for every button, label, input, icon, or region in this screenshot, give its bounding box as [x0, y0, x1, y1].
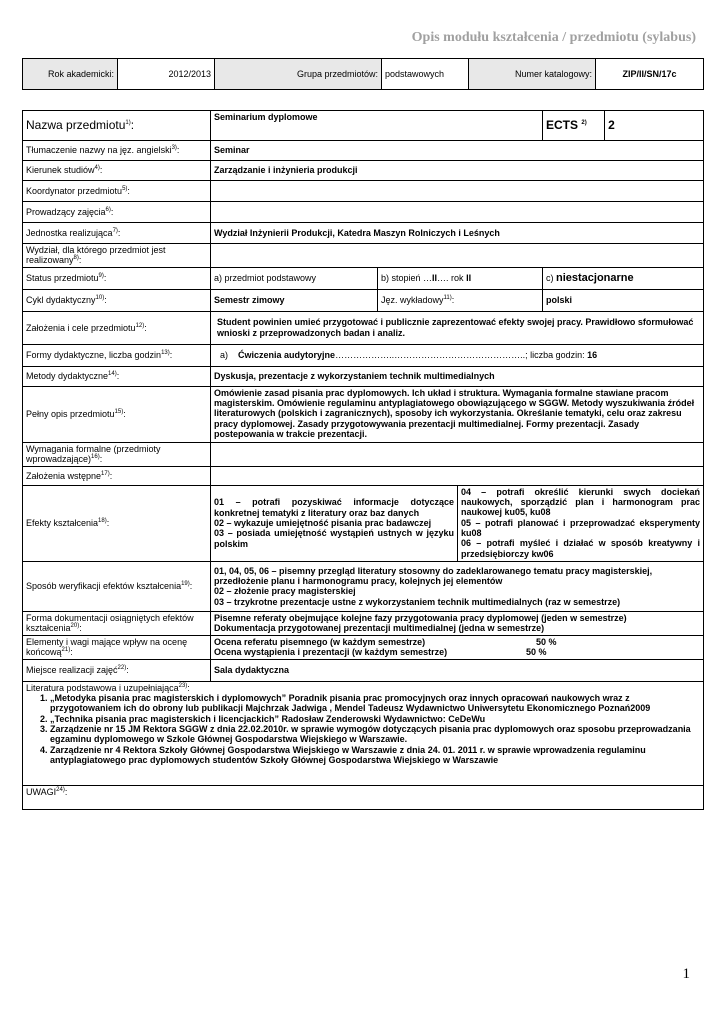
koord-value	[211, 181, 704, 202]
numer-label: Numer katalogowy:	[469, 59, 596, 90]
formy-label: Formy dydaktyczne, liczba godzin	[26, 350, 162, 361]
list-item: 4. Zarządzenie nr 4 Rektora Szkoły Głównej Gospodarstwa Wiejskiego w Warszawie z dnia 24. 01. 2011 r. w sprawie wprowadzenia regulaminu antyplagiatowego prac dyplomowych studentów Szkoły Głównej Gospodarstwa Wiejskiego w Warszawie	[50, 745, 700, 766]
status-b: b) stopień …II…. rok II	[378, 267, 543, 289]
ects-value: 2	[605, 111, 704, 141]
literature-list	[26, 693, 700, 765]
efekty-label: Efekty kształcenia	[26, 518, 99, 529]
uwagi-cell: UWAGI$^{24)}$:	[23, 785, 704, 809]
metody-value: Dyskusja, prezentacje z wykorzystaniem technik multimedialnych	[211, 366, 704, 386]
wydz-label: Wydział, dla którego przedmiot jest realizowany	[26, 245, 166, 266]
metody-label: Metody dydaktyczne	[26, 371, 109, 382]
sposob-value: 01, 04, 05, 06 – pisemny przegląd literatury stosowny do zadeklarowanego tematu pracy magisterskiej, przedłożenie planu i harmonogramu pracy, kolejnych jej elementów 02 – złożenie pracy magisterskiej 03 – trzykrotne prezentacje ustne z wykorzystaniem technik multimedialnych (raz w semestrze)	[211, 561, 704, 611]
sposob-label: Sposób weryfikacji efektów kształcenia	[26, 581, 182, 592]
zal-label: Założenia i cele przedmiotu	[26, 322, 136, 333]
efekty-left: 01 – potrafi pozyskiwać informacje dotyczące konkretnej tematyki z literatury oraz baz danych 02 – wykazuje umiejętność pisania prac badawczej 03 – posiada umiejętność wystąpień ustnych w języku polskim	[211, 485, 458, 561]
numer-value: ZIP/II/SN/17c	[596, 59, 704, 90]
wym-value	[211, 442, 704, 466]
koord-label: Koordynator przedmiotu	[26, 185, 123, 196]
miejsce-value: Sala dydaktyczna	[211, 659, 704, 681]
prow-value	[211, 202, 704, 223]
status-label: Status przedmiotu	[26, 273, 99, 284]
list-item: 1. „Metodyka pisania prac magisterskich i dyplomowych” Poradnik pisania prac promocyjnych oraz innych opracowań naukowych wraz z przygotowaniem ich do obrony lub publikacji Majchrzak Jadwiga , Mendel Tadeusz Wydawnictwo Uniwersytetu Ekonomicznego Poznań2009	[50, 693, 700, 714]
status-a: a) przedmiot podstawowy	[211, 267, 378, 289]
kier-label: Kierunek studiów	[26, 165, 95, 176]
elem-label: Elementy i wagi mające wpływ na ocenę końcową	[26, 636, 188, 658]
kier-value: Zarządzanie i inżynieria produkcji	[211, 161, 704, 181]
page-number: 1	[682, 966, 690, 982]
pelny-label: Pełny opis przedmiotu	[26, 409, 115, 420]
zal-value: Student powinien umieć przygotować i publicznie zaprezentować efekty swojej pracy. Prawidłowo sformułować wnioski z przeprowadzonych badan i analiz.	[211, 311, 704, 344]
grupa-value: podstawowych	[382, 59, 469, 90]
grupa-label: Grupa przedmiotów:	[215, 59, 382, 90]
nazwa-label: Nazwa przedmiotu	[26, 117, 126, 132]
lit-label: Literatura podstawowa i uzupełniająca	[26, 682, 179, 693]
uwagi-label: UWAGI	[26, 786, 57, 797]
list-item: 3. Zarządzenie nr 15 JM Rektora SGGW z dnia 22.02.2010r. w sprawie wymogów dotyczących pisania prac dyplomowych oraz sposobu przeprowadzania egzaminu dyplomowego w Szkole Głównej Gospodarstwa Wiejskiego w Warszawie.	[50, 724, 700, 745]
jedn-label: Jednostka realizująca	[26, 227, 113, 238]
forma-value: Pisemne referaty obejmujące kolejne fazy przygotowania pracy dyplomowej (jeden w semestrze) Dokumentacja przygotowanej prezentacji multimedialnej (jedna w semestrze)	[211, 611, 704, 635]
wydz-value	[211, 244, 704, 268]
nazwa-value: Seminarium dyplomowe	[211, 111, 543, 141]
rok-value: 2012/2013	[118, 59, 215, 90]
document-title: Opis modułu kształcenia / przedmiotu (sylabus)	[411, 30, 696, 45]
jez-label: Jęz. wykładowy	[381, 295, 444, 306]
cykl-value: Semestr zimowy	[211, 289, 378, 311]
jez-value: polski	[543, 289, 704, 311]
literatura-cell: Literatura podstawowa i uzupełniająca$^{23)}$: 1. „Metodyka pisania prac magisterskich i dyplomowych” Poradnik pisania prac promocyjnych oraz innych opracowań naukowych wraz z przygotowaniem ich do obrony lub publikacji Majchrzak Jadwiga , Mendel Tadeusz Wydawnictwo Uniwersytetu Ekonomicznego Poznań2009 2. „Technika pisania prac magisterskich i licencjackich” Radosław Zenderowski Wydawnictwo: CeDeWu 3. Zarządzenie nr 15 JM Rektora SGGW z dnia 22.02.2010r. w sprawie wymogów dotyczących pisania prac dyplomowych oraz sposobu przeprowadzania egzaminu dyplomowego w Szkole Głównej Gospodarstwa Wiejskiego w Warszawie. 4. Zarządzenie nr 4 Rektora Szkoły Głównej Gospodarstwa Wiejskiego w Warszawie z dnia 24. 01. 2011 r. w sprawie wprowadzenia regulaminu antyplagiatowego prac dyplomowych studentów Szkoły Głównej Gospodarstwa Wiejskiego w Warszawie	[23, 681, 704, 785]
tlum-value: Seminar	[211, 141, 704, 161]
efekty-right: 04 – potrafi określić kierunki swych dociekań naukowych, sporządzić plan i harmonogram prac naukowej ku05, ku08 05 – potrafi planować i przeprowadzać eksperymenty ku08 06 – potrafi myśleć i działać w sposób kreatywny i przedsiębiorczy kw06	[458, 485, 704, 561]
elem-value: Ocena referatu pisemnego (w każdym semestrze) 50 % Ocena wystąpienia i prezentacji (w każdym semestrze) 50 %	[211, 635, 704, 659]
top-info-table	[22, 58, 704, 90]
prow-label: Prowadzący zajęcia	[26, 206, 106, 217]
syllabus-table: Nazwa przedmiotu$^{1)}$: Seminarium dyplomowe ECTS $^{2)}$ 2 Tłumaczenie nazwy na jęz. angielski$^{3)}$: Seminar Kierunek studiów$^{4)}$: Zarządzanie i inżynieria produkcji Koordynator przedmiotu$^{5)}$: Prowadzący zajęcia$^{6)}$: Jednostka realizująca$^{7)}$: Wydział Inżynierii Produkcji, Katedra Maszyn Rolniczych i Leśnych Wydział, dla którego przedmiot jest realizowany$^{8)}$: Status przedmiotu$^{9)}$: a) przedmiot podstawowy b) stopień …II…. rok II c) niestacjonarne Cykl dydaktyczny$^{10)}$: Semestr zimowy Jęz. wykładowy$^{11)}$: polski Założenia i cele przedmiotu$^{12)}$: Student powinien umieć przygotować i publicznie zaprezentować efekty swojej pracy. Prawidłowo sformułować wnioski z przeprowadzonych badan i analiz. Formy dydaktyczne, liczba godzin$^{13)}$: a) Ćwiczenia audytoryjne………………..……………………………………..; liczba godzin: 16 Metody dydaktyczne$^{14)}$: Dyskusja, prezentacje z wykorzystaniem technik multimedialnych Pełny opis przedmiotu$^{15)}$: Omówienie zasad pisania prac dyplomowych. Ich układ i struktura. Wymagania formalne stawiane pracom magisterskim. Omówienie regulaminu antyplagiatowego obowiązującego w SGGW. Metody wyszukiwania źródeł literaturowych (polskich i zagranicznych), sposoby ich wykorzystania. Określanie tematyki, celu oraz zakresu pracy dyplomowej. Zasady przygotowywania prezentacji multimedialnej. Formy prezentacji. Zasady postepowania w trakcie prezentacji. Wymagania formalne (przedmioty wprowadzające)$^{16)}$: Założenia wstępne$^{17)}$: Efekty kształcenia$^{18)}$: 01 – potrafi pozyskiwać informacje dotyczące konkretnej tematyki z literatury oraz baz danych 02 – wykazuje umiejętność pisania prac badawczej 03 – posiada umiejętność wystąpień ustnych w języku polskim 04 – potrafi określić kierunki swych dociekań naukowych, sporządzić plan i harmonogram prac naukowej ku05, ku08 05 – potrafi planować i przeprowadzać eksperymenty ku08 06 – potrafi myśleć i działać w sposób kreatywny i przedsiębiorczy kw06 Sposób weryfikacji efektów kształcenia$^{19)}$: 01, 04, 05, 06 – pisemny przegląd literatury stosowny do zadeklarowanego tematu pracy magisterskiej, przedłożenie planu i harmonogramu pracy, kolejnych jej elementów 02 – złożenie pracy magisterskiej 03 – trzykrotne prezentacje ustne z wykorzystaniem technik multimedialnych (raz w semestrze) Forma dokumentacji osiągniętych efektów kształcenia$^{20)}$: Pisemne referaty obejmujące kolejne fazy przygotowania pracy dyplomowej (jeden w semestrze) Dokumentacja przygotowanej prezentacji multimedialnej (jedna w semestrze) Elementy i wagi mające wpływ na ocenę końcową$^{21)}$: Ocena referatu pisemnego (w każdym semestrze) 50 % Ocena wystąpienia i prezentacji (w każdym semestrze) 50 % Miejsce realizacji zajęć$^{22)}$: Sala dydaktyczna Literatura podstawowa i uzupełniająca$^{23)}$: 1. „Metodyka pisania prac magisterskich i dyplomowych” Poradnik pisania prac promocyjnych oraz innych opracowań naukowych wraz z przygotowaniem ich do obrony lub publikacji Majchrzak Jadwiga , Mendel Tadeusz Wydawnictwo Uniwersytetu Ekonomicznego Poznań2009 2. „Technika pisania prac magisterskich i licencjackich” Radosław Zenderowski Wydawnictwo: CeDeWu 3. Zarządzenie nr 15 JM Rektora SGGW z dnia 22.02.2010r. w sprawie wymogów dotyczących pisania prac dyplomowych oraz sposobu przeprowadzania egzaminu dyplomowego w Szkole Głównej Gospodarstwa Wiejskiego w Warszawie. 4. Zarządzenie nr 4 Rektora Szkoły Głównej Gospodarstwa Wiejskiego w Warszawie z dnia 24. 01. 2011 r. w sprawie wprowadzenia regulaminu antyplagiatowego prac dyplomowych studentów Szkoły Głównej Gospodarstwa Wiejskiego w Warszawie UWAGI$^{24)}$:	[22, 110, 704, 810]
pelny-value: Omówienie zasad pisania prac dyplomowych. Ich układ i struktura. Wymagania formalne stawiane pracom magisterskim. Omówienie regulaminu antyplagiatowego obowiązującego w SGGW. Metody wyszukiwania źródeł literaturowych (polskich i zagranicznych), sposoby ich wykorzystania. Określanie tematyki, celu oraz zakresu pracy dyplomowej. Zasady przygotowywania prezentacji multimedialnej. Formy prezentacji. Zasady postepowania w trakcie prezentacji.	[211, 386, 704, 442]
ects-label: ECTS	[546, 117, 579, 132]
status-c: c) niestacjonarne	[543, 267, 704, 289]
tlum-label: Tłumaczenie nazwy na jęz. angielski	[26, 145, 172, 156]
cykl-label: Cykl dydaktyczny	[26, 295, 96, 306]
forma-label: Forma dokumentacji osiągniętych efektów kształcenia	[26, 612, 194, 634]
miejsce-label: Miejsce realizacji zajęć	[26, 665, 118, 676]
formy-value: a) Ćwiczenia audytoryjne………………..……………………………………..; liczba godzin: 16	[211, 344, 704, 366]
rok-label: Rok akademicki:	[23, 59, 118, 90]
zalw-value	[211, 466, 704, 485]
list-item: 2. „Technika pisania prac magisterskich i licencjackich” Radosław Zenderowski Wydawnictwo: CeDeWu	[50, 714, 700, 724]
wym-label: Wymagania formalne (przedmioty wprowadzające)	[26, 443, 161, 465]
zalw-label: Założenia wstępne	[26, 470, 102, 481]
jedn-value: Wydział Inżynierii Produkcji, Katedra Maszyn Rolniczych i Leśnych	[211, 223, 704, 244]
